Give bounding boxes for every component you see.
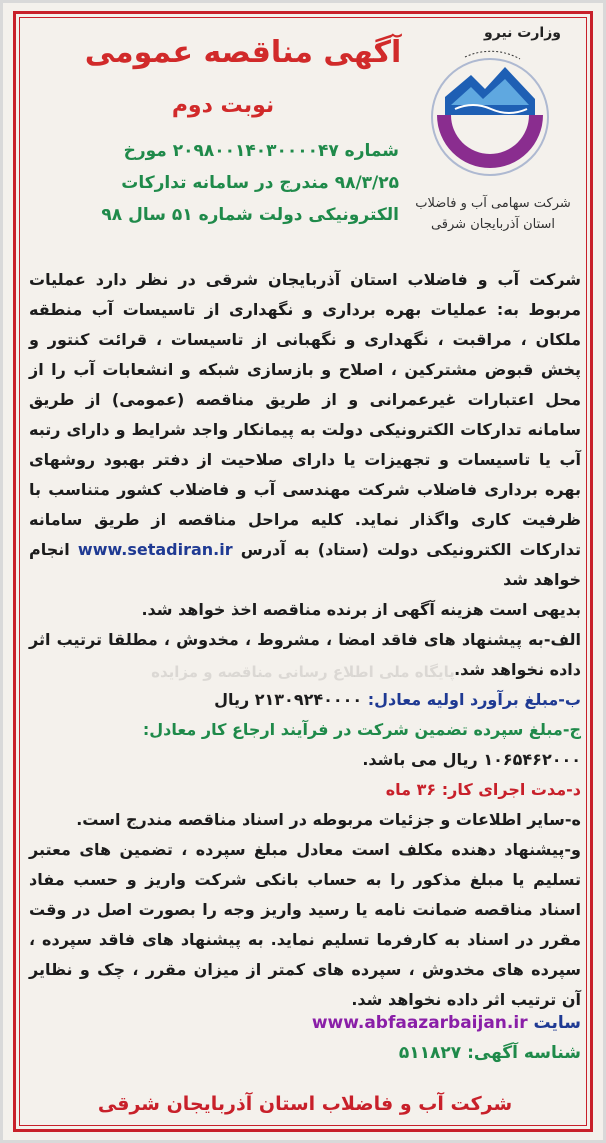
item-b [29,685,581,715]
ad-title: آگهی مناقصه عمومی [84,35,402,70]
ministry-label: وزارت نیرو [484,25,561,41]
setad-link[interactable]: www.setadiran.ir [77,540,233,559]
item-c-value: ۱۰۶۵۴۶۲۰۰۰ [483,750,581,769]
item-c [29,745,581,775]
reference-line-2: ۹۸/۳/۲۵ مندرج در سامانه تدارکات [121,173,399,193]
ad-sheet [3,3,603,1140]
item-b-value: ۲۱۳۰۹۲۴۰۰۰۰ ریال [214,690,363,709]
item-f: و-پیشنهاد دهنده مکلف است معادل مبلغ سپرده ، تضمین های معتبر تسلیم یا مبلغ مذکور را به حساب بانکی شرکت واریز و حسب مفاد اسناد مناقصه ضمانت نامه یا رسید واریز وجه را بصورت اصل در وقت مقرر در اسناد به کارفرما تسلیم نماید. به پیشنهاد های فاقد سپرده ، سپرده های مخدوش ، سپرده های کمتر از میزان مقرر ، چک و نظایر آن ترتیب اثر داده نخواهد شد. [29,840,581,1009]
company-name-small [403,193,583,235]
item-b-label: ب-مبلغ برآورد اولیه معادل: [367,690,581,709]
item-d: د-مدت اجرای کار: ۳۶ ماه [385,780,581,799]
footer-company: شرکت آب و فاضلاب استان آذربایجان شرقی [97,1093,513,1115]
item-c-label: ج-مبلغ سپرده تضمین شرکت در فرآیند ارجاع کار معادل: [142,720,581,739]
cost-note: بدیهی است هزینه آگهی از برنده مناقصه اخذ خواهد شد. [141,600,581,619]
intro-end: انجام خواهد شد [29,540,581,589]
ad-body [29,265,581,1015]
reference-line-3: الکترونیکی دولت شماره ۵۱ سال ۹۸ [101,205,399,225]
reference-block [49,135,399,231]
reference-line-1: شماره ۲۰۹۸۰۰۱۴۰۳۰۰۰۰۴۷ مورخ [123,141,399,161]
ad-id-row [29,1043,581,1063]
site-row [29,1013,581,1033]
watermark: پایگاه ملی اطلاع رسانی مناقصه و مزایده [151,663,455,681]
intro-text: شرکت آب و فاضلاب استان آذربایجان شرقی در نظر دارد عملیات مربوط به: عملیات بهره برداری و نگهداری از تاسیسات آب منطقه ملکان ، مراقبت ، نگهداری و نگهبانی از تاسیسات ، قرائت کنتور و پخش قبوض مشترکین ، اصلاح و بازسازی شبکه و انشعابات آب را از محل اعتبارات غیرعمرانی و از طریق مناقصه (عمومی) از طریق سامانه تدارکات الکترونیکی دولت به پیمانکار واجد شرایط و دارای رتبه آب یا تاسیسات و تجهیزات یا دارای صلاحیت از دفتر بهبود روشهای بهره برداری فاضلاب شرکت مهندسی آب و فاضلاب کشور متناسب با ظرفیت کاری واگذار نماید. کلیه مراحل مناقصه از طریق سامانه تدارکات الکترونیکی دولت (ستاد) به آدرس [29,270,581,559]
item-e: ه-سایر اطلاعات و جزئیات مربوطه در اسناد مناقصه مندرج است. [76,810,581,829]
site-link[interactable]: www.abfaazarbaijan.ir [311,1013,528,1033]
header [23,21,583,261]
company-line-1: شرکت سهامی آب و فاضلاب [415,196,571,211]
item-a: الف-به پیشنهاد های فاقد امضا ، مشروط ، مخدوش ، مطلقا ترتیب اثر داده نخواهد شد. [29,630,581,679]
item-c-end: ریال می باشد. [362,750,478,769]
water-company-logo-icon [425,45,555,193]
ad-id-label: شناسه آگهی: [467,1043,581,1063]
ad-id-value: ۵۱۱۸۲۷ [398,1043,462,1063]
intro-paragraph [29,265,581,595]
company-line-2: استان آذربایجان شرقی [430,217,556,232]
site-label: سایت [533,1013,581,1033]
ad-round: نوبت دوم [171,93,275,118]
